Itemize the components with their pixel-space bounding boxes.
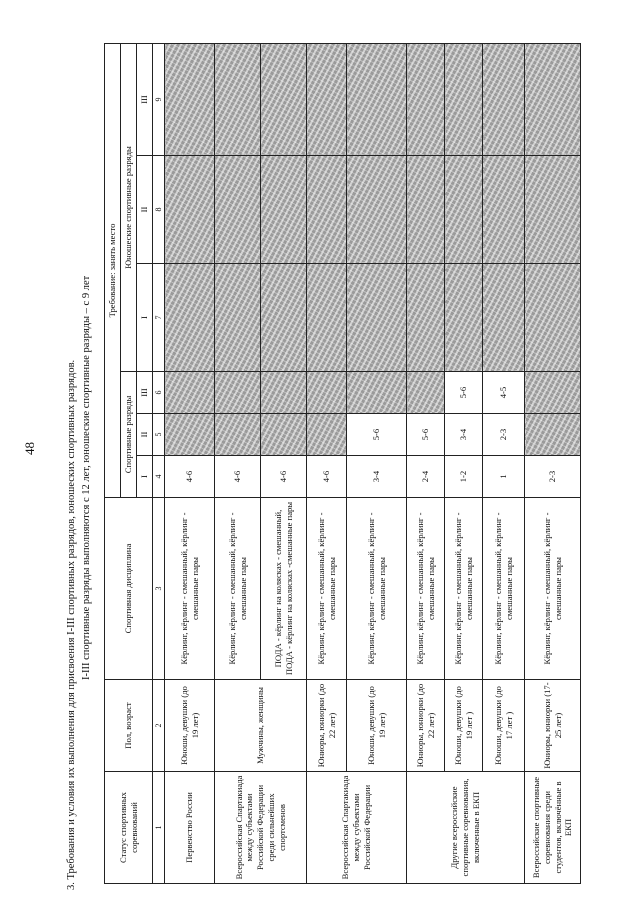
section-caption: 3. Требования и условия их выполнения для присвоения I-III спортивных разрядов, юношеских спортивных разрядов. (66, 359, 77, 890)
col-number: 2 (153, 680, 165, 772)
gender-age-cell: Юниоры, юниорки (17-25 лет) (525, 680, 581, 772)
gender-age-cell: Юноши, девушки (до 19 лет) (347, 680, 407, 772)
status-cell: Всероссийские спортивные соревнования среди студентов, включённые в ЕКП (525, 772, 581, 884)
rank-2-cell (307, 414, 347, 456)
gender-age-cell: Юноши, девушки (до 19 лет ) (445, 680, 483, 772)
discipline-cell: Кёрлинг, кёрлинг - смешанный, кёрлинг - смешанные пары (525, 498, 581, 680)
status-cell: Всероссийская Спартакиада между субъектами Российской Федерации среди сильнейших спортсменов (215, 772, 307, 884)
youth-rank-1-cell (483, 264, 525, 372)
youth-rank-2-cell (445, 156, 483, 264)
table-row (347, 43, 407, 883)
youth-rank-1-cell (445, 264, 483, 372)
discipline-cell: Кёрлинг, кёрлинг - смешанный, кёрлинг - смешанные пары (347, 498, 407, 680)
youth-rank-3-cell (165, 43, 215, 155)
col-number: 5 (153, 414, 165, 456)
rank-1-cell: 4-6 (215, 456, 261, 498)
youth-rank-2-cell (525, 156, 581, 264)
rank-3-cell (307, 372, 347, 414)
sport-ranks-table (104, 43, 581, 884)
rank-2-cell: 5-6 (347, 414, 407, 456)
youth-rank-3-cell (215, 43, 261, 155)
table-row (165, 43, 215, 883)
status-cell: Другие всероссийские спортивные соревнования, включенные в ЕКП (407, 772, 525, 884)
discipline-cell: ПОДА - кёрлинг на колясках - смешанный, ПОДА - кёрлинг на колясках -смешанные пары (261, 498, 307, 680)
rank-2-cell (215, 414, 261, 456)
youth-rank-1-cell (165, 264, 215, 372)
discipline-cell: Кёрлинг, кёрлинг - смешанный, кёрлинг - смешанные пары (165, 498, 215, 680)
rank-2-cell: 3-4 (445, 414, 483, 456)
page-number: 48 (22, 442, 37, 455)
youth-rank-2-cell (407, 156, 445, 264)
youth-rank-1-cell (525, 264, 581, 372)
rank-3-cell (347, 372, 407, 414)
header-sport-ranks: Спортивные разряды (121, 372, 137, 498)
rank-3-cell (525, 372, 581, 414)
table-row (215, 43, 261, 883)
col-number: 8 (153, 156, 165, 264)
rank-3-cell (215, 372, 261, 414)
col-number: 7 (153, 264, 165, 372)
status-cell: Всероссийская Спартакиада между субъектами Российской Федерации (307, 772, 407, 884)
youth-rank-1-cell (215, 264, 261, 372)
rank-1-cell: 4-6 (165, 456, 215, 498)
discipline-cell: Кёрлинг, кёрлинг - смешанный, кёрлинг - смешанные пары (307, 498, 347, 680)
col-number: 3 (153, 498, 165, 680)
header-gender-age: Пол, возраст (105, 680, 153, 772)
header-youth-ranks: Юношеские спортивные разряды (121, 43, 137, 371)
header-youth-rank-1: I (137, 264, 153, 372)
header-rank-3: III (137, 372, 153, 414)
youth-rank-3-cell (445, 43, 483, 155)
rank-1-cell: 1-2 (445, 456, 483, 498)
header-status: Статус спортивных соревнований (105, 772, 153, 884)
section-subcaption: I-III спортивные разряды выполняются с 12 лет, юношеские спортивные разряды – с 9 лет (81, 275, 92, 680)
youth-rank-2-cell (347, 156, 407, 264)
rank-2-cell: 5-6 (407, 414, 445, 456)
rank-3-cell: 5-6 (445, 372, 483, 414)
youth-rank-3-cell (525, 43, 581, 155)
header-rank-1: I (137, 456, 153, 498)
rank-2-cell: 2-3 (483, 414, 525, 456)
discipline-cell: Кёрлинг, кёрлинг - смешанный, кёрлинг - смешанные пары (215, 498, 261, 680)
gender-age-cell: Юноши, девушки (до 17 лет ) (483, 680, 525, 772)
rank-1-cell: 1 (483, 456, 525, 498)
youth-rank-2-cell (261, 156, 307, 264)
rank-3-cell (407, 372, 445, 414)
rank-1-cell: 2-4 (407, 456, 445, 498)
youth-rank-3-cell (261, 43, 307, 155)
rank-1-cell: 2-3 (525, 456, 581, 498)
header-youth-rank-2: II (137, 156, 153, 264)
rank-2-cell (525, 414, 581, 456)
table-row (445, 43, 483, 883)
youth-rank-1-cell (261, 264, 307, 372)
youth-rank-3-cell (307, 43, 347, 155)
gender-age-cell: Юниоры, юниорки (до 22 лет) (307, 680, 347, 772)
rank-3-cell (261, 372, 307, 414)
discipline-cell: Кёрлинг, кёрлинг - смешанный, кёрлинг - смешанные пары (483, 498, 525, 680)
youth-rank-1-cell (307, 264, 347, 372)
col-number: 6 (153, 372, 165, 414)
rank-1-cell: 4-6 (307, 456, 347, 498)
youth-rank-3-cell (483, 43, 525, 155)
rank-1-cell: 4-6 (261, 456, 307, 498)
rank-1-cell: 3-4 (347, 456, 407, 498)
header-rank-2: II (137, 414, 153, 456)
table-row (525, 43, 581, 883)
youth-rank-2-cell (483, 156, 525, 264)
rotated-page-content (66, 30, 638, 890)
table-row (483, 43, 525, 883)
youth-rank-2-cell (215, 156, 261, 264)
header-requirement: Требование: занять место (105, 43, 121, 497)
col-number: 4 (153, 456, 165, 498)
table-row (307, 43, 347, 883)
youth-rank-2-cell (165, 156, 215, 264)
youth-rank-3-cell (407, 43, 445, 155)
table-row (407, 43, 445, 883)
rank-2-cell (165, 414, 215, 456)
col-number: 1 (153, 772, 165, 884)
header-youth-rank-3: III (137, 43, 153, 155)
discipline-cell: Кёрлинг, кёрлинг - смешанный, кёрлинг - смешанные пары (407, 498, 445, 680)
youth-rank-2-cell (307, 156, 347, 264)
youth-rank-1-cell (407, 264, 445, 372)
rank-3-cell (165, 372, 215, 414)
youth-rank-3-cell (347, 43, 407, 155)
youth-rank-1-cell (347, 264, 407, 372)
gender-age-cell: Мужчины, женщины (215, 680, 307, 772)
rank-3-cell: 4-5 (483, 372, 525, 414)
gender-age-cell: Юниоры, юниорки (до 22 лет) (407, 680, 445, 772)
status-cell: Первенство России (165, 772, 215, 884)
discipline-cell: Кёрлинг, кёрлинг - смешанный, кёрлинг - смешанные пары (445, 498, 483, 680)
gender-age-cell: Юноши, девушки (до 19 лет) (165, 680, 215, 772)
rank-2-cell (261, 414, 307, 456)
header-discipline: Спортивная дисциплина (105, 498, 153, 680)
col-number: 9 (153, 43, 165, 155)
